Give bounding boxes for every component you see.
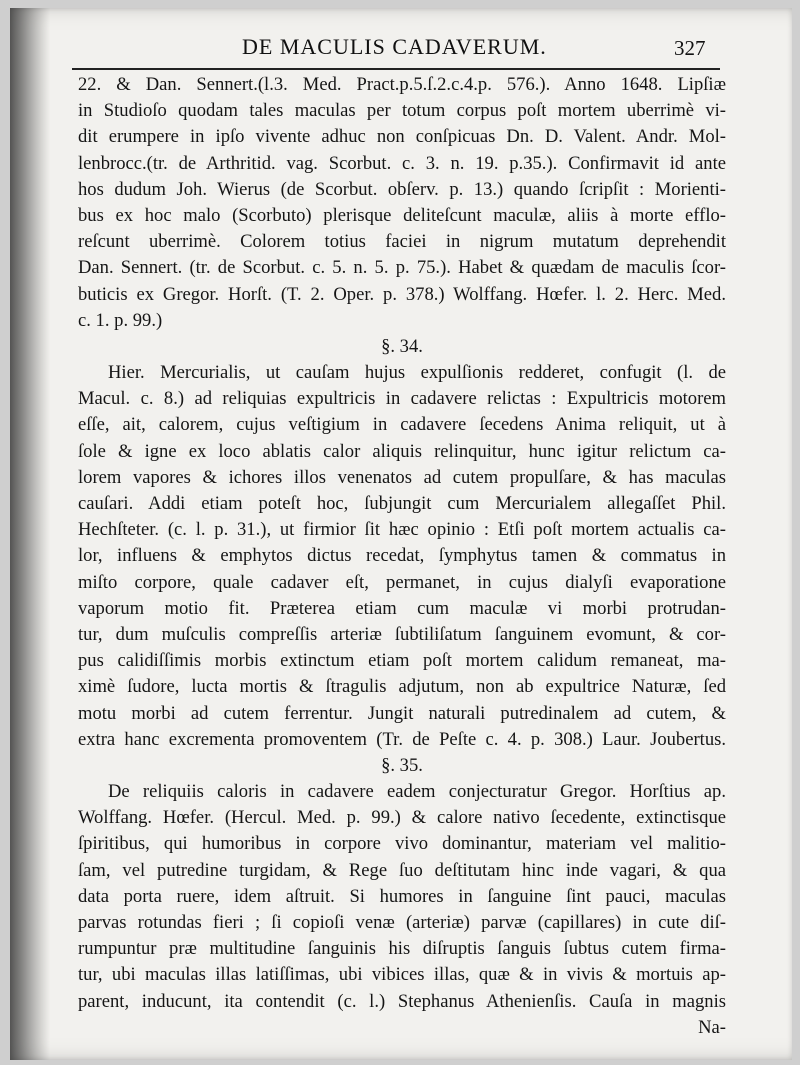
text-line: motu morbi ad cutem ferrentur. Jungit naturali putredinalem ad cutem, & (78, 702, 726, 724)
text-line: hos dudum Joh. Wierus (de Scorbut. obſerv. p. 13.) quando ſcripſit : Morienti- (78, 178, 726, 200)
section-heading: §. 35. (381, 754, 423, 776)
text-line: Na- (698, 1016, 726, 1038)
running-title: DE MACULIS CADAVERUM. (242, 34, 547, 59)
text-line: miſto corpore, quale cadaver eſt, permanet, in cujus dialyſi evaporatione (78, 571, 726, 593)
text-line: extra hanc excrementa promoventem (Tr. de Peſte c. 4. p. 308.) Laur. Joubertus. (78, 728, 726, 750)
text-line: Dan. Sennert. (tr. de Scorbut. c. 5. n. 5. p. 75.). Habet & quædam de maculis ſcor- (78, 257, 726, 279)
text-line: Hechſteter. (c. l. p. 31.), ut firmior ſit hæc opinio : Etſi poſt mortem actualis ca- (78, 519, 726, 541)
text-line: Hier. Mercurialis, ut cauſam hujus expulſionis redderet, confugit (l. de (108, 362, 726, 384)
text-line: Wolffang. Hœfer. (Hercul. Med. p. 99.) & calore nativo ſecedente, extinctisque (78, 807, 726, 829)
text-line: vaporum motio fit. Præterea etiam cum maculæ vi morbi protrudan- (78, 597, 726, 619)
text-line: c. 1. p. 99.) (78, 309, 163, 331)
page-number: 327 (674, 36, 706, 60)
section-heading: §. 34. (381, 335, 423, 357)
header-rule (72, 68, 720, 70)
text-line: in Studioſo quodam tales maculas per totum corpus poſt mortem uberrimè vi- (78, 100, 726, 122)
text-line: De reliquiis caloris in cadavere eadem conjecturatur Gregor. Horſtius ap. (108, 781, 726, 803)
text-line: dit erumpere in ipſo vivente adhuc non conſpicuas Dn. D. Valent. Andr. Mol- (78, 126, 726, 148)
text-line: reſcunt uberrimè. Colorem totius faciei in nigrum mutatum deprehendit (78, 231, 726, 253)
text-line: pus calidiſſimis morbis extinctum etiam poſt mortem calidum remaneat, ma- (78, 650, 726, 672)
text-line: rumpuntur præ multitudine ſanguinis his diſruptis ſanguis ſubtus cutem firma- (78, 938, 726, 960)
text-line: cauſari. Addi etiam poteſt hoc, ſubjungit cum Mercurialem allegaſſet Phil. (78, 493, 726, 514)
text-line: bus ex hoc malo (Scorbuto) plerisque deliteſcunt maculæ, aliis à morte efflo- (78, 204, 726, 226)
text-line: ximè ſudore, lucta mortis & ſtragulis adjutum, non ab expultrice Naturæ, ſed (78, 676, 726, 698)
text-line: parent, inducunt, ita contendit (c. l.) Stephanus Athenienſis. Cauſa in magnis (78, 990, 726, 1012)
text-line: lor, influens & emphytos dictus recedat, ſymphytus tamen & commatus in (78, 545, 726, 567)
text-line: lenbrocc.(tr. de Arthritid. vag. Scorbut. c. 3. n. 19. p.35.). Confirmavit id ante (78, 152, 726, 174)
text-line: tur, ubi maculas illas latiſſimas, ubi vibices illas, quæ & in vivis & mortuis ap- (78, 964, 726, 986)
text-line: Macul. c. 8.) ad reliquias expultricis in cadavere relictas : Expultricis motorem (78, 388, 726, 410)
book-page (10, 8, 792, 1060)
text-line: ſole & igne ex loco ablatis calor aliquis relinquitur, hunc igitur relictum ca- (78, 440, 726, 462)
text-line: eſſe, ait, calorem, cujus veſtigium in cadavere ſecedens Anima reliquit, ut à (78, 414, 726, 436)
text-line: parvas rotundas fieri ; ſi copioſi venæ (arteriæ) parvæ (capillares) in cute diſ- (78, 912, 726, 933)
text-line: tur, dum muſculis compreſſis arteriæ ſubtiliſatum ſanguinem evomunt, & cor- (78, 623, 726, 645)
text-line: data porta ruere, idem aſtruit. Si humores in ſanguine ſint pauci, maculas (78, 885, 726, 907)
text-line: buticis ex Gregor. Horſt. (T. 2. Oper. p. 378.) Wolffang. Hœfer. l. 2. Herc. Med. (78, 283, 726, 305)
text-line: ſam, vel putredine turgidam, & Rege ſuo deſtitutam hinc inde vagari, & qua (78, 859, 726, 881)
body-text (78, 72, 726, 1041)
text-line: lorem vapores & ichores illos venenatos ad cutem propulſare, & has maculas (78, 466, 726, 488)
text-line: ſpiritibus, qui humoribus in corpore vivo dominantur, materiam vel malitio- (78, 833, 726, 855)
binding-shadow (10, 8, 50, 1060)
text-line: 22. & Dan. Sennert.(l.3. Med. Pract.p.5.ſ.2.c.4.p. 576.). Anno 1648. Lipſiæ (78, 74, 726, 95)
